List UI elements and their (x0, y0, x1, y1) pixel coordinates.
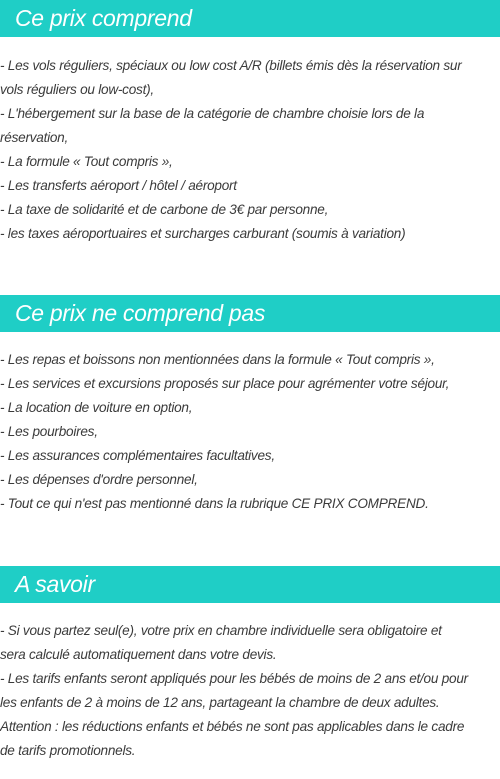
list-line: - Les transferts aéroport / hôtel / aéroport (0, 178, 237, 193)
excluded-list (0, 348, 500, 516)
list-line: vols réguliers ou low-cost), (0, 82, 154, 97)
list-line: - Les dépenses d'ordre personnel, (0, 472, 198, 487)
list-line: sera calculé automatiquement dans votre devis. (0, 647, 277, 662)
list-line: - L'hébergement sur la base de la catégorie de chambre choisie lors de la (0, 106, 425, 121)
list-line: - Les assurances complémentaires facultatives, (0, 448, 275, 463)
list-line: - La formule « Tout compris », (0, 154, 173, 169)
info-list (0, 619, 500, 763)
list-line: de tarifs promotionnels. (0, 743, 136, 758)
list-line: - Les tarifs enfants seront appliqués pour les bébés de moins de 2 ans et/ou pour (0, 671, 468, 686)
section-title: Ce prix ne comprend pas (15, 300, 266, 326)
section-title: A savoir (15, 571, 95, 597)
section-title: Ce prix comprend (15, 5, 192, 31)
list-line: - Tout ce qui n'est pas mentionné dans la rubrique CE PRIX COMPREND. (0, 496, 429, 511)
list-line: - les taxes aéroportuaires et surcharges carburant (soumis à variation) (0, 226, 406, 241)
list-line: - Les services et excursions proposés sur place pour agrémenter votre séjour, (0, 376, 450, 391)
list-line: - Les vols réguliers, spéciaux ou low cost A/R (billets émis dès la réservation sur (0, 58, 462, 73)
list-line: - La taxe de solidarité et de carbone de 3€ par personne, (0, 202, 329, 217)
included-list (0, 54, 500, 246)
section-header-banner (0, 295, 500, 332)
section-ce-prix-comprend (0, 0, 500, 246)
list-line: - Si vous partez seul(e), votre prix en chambre individuelle sera obligatoire et (0, 623, 442, 638)
list-line: les enfants de 2 à moins de 12 ans, partageant la chambre de deux adultes. (0, 695, 440, 710)
list-line: réservation, (0, 130, 69, 145)
section-ce-prix-ne-comprend-pas (0, 295, 500, 516)
section-a-savoir (0, 566, 500, 763)
list-line: - Les pourboires, (0, 424, 98, 439)
list-line: - La location de voiture en option, (0, 400, 193, 415)
section-header-banner (0, 0, 500, 37)
list-line: - Les repas et boissons non mentionnées dans la formule « Tout compris », (0, 352, 435, 367)
list-line: Attention : les réductions enfants et bébés ne sont pas applicables dans le cadre (0, 719, 465, 734)
section-header-banner (0, 566, 500, 603)
